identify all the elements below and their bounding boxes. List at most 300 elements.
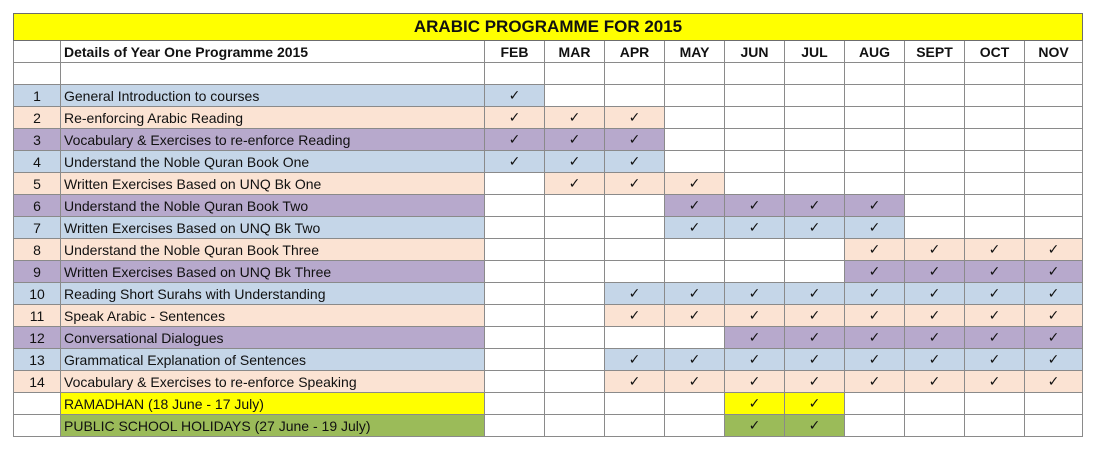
check-icon: ✓ xyxy=(628,307,641,323)
empty-cell[interactable] xyxy=(785,261,845,283)
check-icon: ✓ xyxy=(1047,373,1060,389)
check-icon: ✓ xyxy=(868,197,881,213)
check-icon: ✓ xyxy=(928,307,941,323)
empty-cell[interactable] xyxy=(545,239,605,261)
check-cell-aug[interactable] xyxy=(845,283,905,305)
check-icon: ✓ xyxy=(808,307,821,323)
blank-cell[interactable] xyxy=(14,63,61,85)
check-cell-jul[interactable] xyxy=(785,349,845,371)
check-icon: ✓ xyxy=(808,417,821,433)
check-icon: ✓ xyxy=(1047,241,1060,257)
row-label[interactable]: Understand the Noble Quran Book One xyxy=(61,151,485,173)
row-number[interactable]: 8 xyxy=(14,239,61,261)
blank-cell[interactable] xyxy=(905,63,965,85)
check-cell-apr[interactable] xyxy=(605,129,665,151)
check-cell-may[interactable] xyxy=(665,349,725,371)
empty-cell[interactable] xyxy=(965,107,1025,129)
blank-cell[interactable] xyxy=(61,63,485,85)
empty-cell[interactable] xyxy=(1025,195,1083,217)
check-cell-nov[interactable] xyxy=(1025,371,1083,393)
month-header-mar[interactable]: MAR xyxy=(545,41,605,63)
empty-cell[interactable] xyxy=(965,151,1025,173)
check-icon: ✓ xyxy=(628,153,641,169)
blank-cell[interactable] xyxy=(785,63,845,85)
check-cell-apr[interactable] xyxy=(605,107,665,129)
empty-cell[interactable] xyxy=(785,239,845,261)
empty-cell[interactable] xyxy=(665,393,725,415)
check-cell-may[interactable] xyxy=(665,217,725,239)
empty-cell[interactable] xyxy=(545,217,605,239)
check-cell-aug[interactable] xyxy=(845,261,905,283)
check-cell-jun[interactable] xyxy=(725,415,785,437)
check-icon: ✓ xyxy=(808,395,821,411)
empty-cell[interactable] xyxy=(965,415,1025,437)
blank-cell[interactable] xyxy=(665,63,725,85)
check-icon: ✓ xyxy=(928,329,941,345)
blank-cell[interactable] xyxy=(1025,63,1083,85)
empty-cell[interactable] xyxy=(845,415,905,437)
check-cell-jul[interactable] xyxy=(785,327,845,349)
check-cell-mar[interactable] xyxy=(545,173,605,195)
row-label[interactable]: Written Exercises Based on UNQ Bk Three xyxy=(61,261,485,283)
empty-cell[interactable] xyxy=(845,85,905,107)
check-cell-jun[interactable] xyxy=(725,349,785,371)
check-cell-may[interactable] xyxy=(665,173,725,195)
empty-cell[interactable] xyxy=(1025,107,1083,129)
empty-cell[interactable] xyxy=(665,107,725,129)
check-cell-apr[interactable] xyxy=(605,283,665,305)
empty-cell[interactable] xyxy=(485,349,545,371)
check-cell-jun[interactable] xyxy=(725,393,785,415)
empty-cell[interactable] xyxy=(845,173,905,195)
row-number[interactable]: 13 xyxy=(14,349,61,371)
empty-cell[interactable] xyxy=(1025,415,1083,437)
check-cell-apr[interactable] xyxy=(605,151,665,173)
check-icon: ✓ xyxy=(868,285,881,301)
empty-cell[interactable] xyxy=(965,195,1025,217)
check-icon: ✓ xyxy=(928,241,941,257)
empty-cell[interactable] xyxy=(965,173,1025,195)
table-row xyxy=(14,85,1083,107)
check-cell-jul[interactable] xyxy=(785,371,845,393)
check-cell-jul[interactable] xyxy=(785,415,845,437)
check-icon: ✓ xyxy=(748,219,761,235)
row-number[interactable]: 9 xyxy=(14,261,61,283)
empty-cell[interactable] xyxy=(785,173,845,195)
blank-row xyxy=(14,63,1083,85)
empty-cell[interactable] xyxy=(545,85,605,107)
check-icon: ✓ xyxy=(988,307,1001,323)
row-number[interactable]: 4 xyxy=(14,151,61,173)
empty-cell[interactable] xyxy=(845,107,905,129)
empty-cell[interactable] xyxy=(905,151,965,173)
month-header-oct[interactable]: OCT xyxy=(965,41,1025,63)
table-row xyxy=(14,283,1083,305)
empty-cell[interactable] xyxy=(605,261,665,283)
check-cell-jun[interactable] xyxy=(725,283,785,305)
table-row xyxy=(14,239,1083,261)
empty-cell[interactable] xyxy=(965,85,1025,107)
empty-cell[interactable] xyxy=(485,283,545,305)
check-icon: ✓ xyxy=(748,197,761,213)
check-cell-mar[interactable] xyxy=(545,129,605,151)
empty-cell[interactable] xyxy=(845,129,905,151)
row-number[interactable]: 2 xyxy=(14,107,61,129)
row-label[interactable]: Vocabulary & Exercises to re-enforce Speaking xyxy=(61,371,485,393)
blank-cell[interactable] xyxy=(545,63,605,85)
header-num-cell[interactable] xyxy=(14,41,61,63)
month-header-nov[interactable]: NOV xyxy=(1025,41,1083,63)
check-icon: ✓ xyxy=(808,329,821,345)
check-icon: ✓ xyxy=(988,351,1001,367)
check-icon: ✓ xyxy=(988,329,1001,345)
empty-cell[interactable] xyxy=(905,107,965,129)
month-header-apr[interactable]: APR xyxy=(605,41,665,63)
check-icon: ✓ xyxy=(988,241,1001,257)
check-icon: ✓ xyxy=(748,351,761,367)
empty-cell[interactable] xyxy=(725,261,785,283)
check-icon: ✓ xyxy=(988,285,1001,301)
check-icon: ✓ xyxy=(868,329,881,345)
empty-cell[interactable] xyxy=(485,195,545,217)
empty-cell[interactable] xyxy=(1025,85,1083,107)
check-cell-jul[interactable] xyxy=(785,195,845,217)
check-icon: ✓ xyxy=(748,329,761,345)
month-header-jun[interactable]: JUN xyxy=(725,41,785,63)
empty-cell[interactable] xyxy=(665,85,725,107)
row-number[interactable] xyxy=(14,393,61,415)
month-header-jul[interactable]: JUL xyxy=(785,41,845,63)
empty-cell[interactable] xyxy=(785,85,845,107)
check-cell-nov[interactable] xyxy=(1025,261,1083,283)
check-icon: ✓ xyxy=(868,241,881,257)
empty-cell[interactable] xyxy=(485,239,545,261)
check-icon: ✓ xyxy=(748,417,761,433)
check-cell-feb[interactable] xyxy=(485,85,545,107)
empty-cell[interactable] xyxy=(485,261,545,283)
check-cell-oct[interactable] xyxy=(965,327,1025,349)
empty-cell[interactable] xyxy=(545,261,605,283)
check-icon: ✓ xyxy=(748,307,761,323)
row-label[interactable]: Speak Arabic - Sentences xyxy=(61,305,485,327)
row-number[interactable]: 12 xyxy=(14,327,61,349)
row-number[interactable]: 1 xyxy=(14,85,61,107)
empty-cell[interactable] xyxy=(725,85,785,107)
check-cell-jun[interactable] xyxy=(725,327,785,349)
blank-cell[interactable] xyxy=(605,63,665,85)
blank-cell[interactable] xyxy=(725,63,785,85)
check-cell-jul[interactable] xyxy=(785,283,845,305)
check-cell-jun[interactable] xyxy=(725,217,785,239)
empty-cell[interactable] xyxy=(1025,151,1083,173)
check-cell-mar[interactable] xyxy=(545,151,605,173)
programme-table xyxy=(13,13,1083,437)
check-icon: ✓ xyxy=(628,373,641,389)
empty-cell[interactable] xyxy=(605,415,665,437)
check-icon: ✓ xyxy=(808,373,821,389)
row-number[interactable]: 3 xyxy=(14,129,61,151)
empty-cell[interactable] xyxy=(605,195,665,217)
check-cell-aug[interactable] xyxy=(845,305,905,327)
empty-cell[interactable] xyxy=(665,129,725,151)
empty-cell[interactable] xyxy=(605,327,665,349)
table-row xyxy=(14,393,1083,415)
empty-cell[interactable] xyxy=(725,173,785,195)
check-icon: ✓ xyxy=(928,285,941,301)
check-icon: ✓ xyxy=(748,285,761,301)
month-header-aug[interactable]: AUG xyxy=(845,41,905,63)
row-label[interactable]: Reading Short Surahs with Understanding xyxy=(61,283,485,305)
empty-cell[interactable] xyxy=(725,107,785,129)
check-icon: ✓ xyxy=(688,219,701,235)
check-cell-mar[interactable] xyxy=(545,107,605,129)
check-cell-sept[interactable] xyxy=(905,371,965,393)
check-cell-oct[interactable] xyxy=(965,239,1025,261)
check-cell-sept[interactable] xyxy=(905,261,965,283)
check-icon: ✓ xyxy=(1047,351,1060,367)
empty-cell[interactable] xyxy=(845,393,905,415)
empty-cell[interactable] xyxy=(485,327,545,349)
check-cell-jul[interactable] xyxy=(785,217,845,239)
check-icon: ✓ xyxy=(688,285,701,301)
check-cell-aug[interactable] xyxy=(845,217,905,239)
empty-cell[interactable] xyxy=(605,393,665,415)
check-cell-apr[interactable] xyxy=(605,371,665,393)
row-label[interactable]: Understand the Noble Quran Book Three xyxy=(61,239,485,261)
row-label[interactable]: Understand the Noble Quran Book Two xyxy=(61,195,485,217)
empty-cell[interactable] xyxy=(785,129,845,151)
row-number[interactable]: 6 xyxy=(14,195,61,217)
check-cell-sept[interactable] xyxy=(905,239,965,261)
table-row xyxy=(14,415,1083,437)
check-cell-jul[interactable] xyxy=(785,393,845,415)
check-icon: ✓ xyxy=(568,109,581,125)
row-label[interactable]: General Introduction to courses xyxy=(61,85,485,107)
table-row xyxy=(14,371,1083,393)
empty-cell[interactable] xyxy=(1025,393,1083,415)
details-header[interactable]: Details of Year One Programme 2015 xyxy=(61,41,485,63)
check-cell-nov[interactable] xyxy=(1025,349,1083,371)
empty-cell[interactable] xyxy=(905,195,965,217)
row-label[interactable]: Grammatical Explanation of Sentences xyxy=(61,349,485,371)
check-cell-may[interactable] xyxy=(665,305,725,327)
title-row xyxy=(14,14,1083,41)
month-header-feb[interactable]: FEB xyxy=(485,41,545,63)
row-label[interactable]: Conversational Dialogues xyxy=(61,327,485,349)
check-cell-may[interactable] xyxy=(665,195,725,217)
page-title[interactable]: ARABIC PROGRAMME FOR 2015 xyxy=(14,14,1083,41)
check-cell-jun[interactable] xyxy=(725,371,785,393)
check-icon: ✓ xyxy=(628,175,641,191)
table-row xyxy=(14,129,1083,151)
row-number[interactable]: 14 xyxy=(14,371,61,393)
check-cell-sept[interactable] xyxy=(905,305,965,327)
check-icon: ✓ xyxy=(748,395,761,411)
check-icon: ✓ xyxy=(628,109,641,125)
check-cell-aug[interactable] xyxy=(845,239,905,261)
empty-cell[interactable] xyxy=(665,415,725,437)
table-row xyxy=(14,173,1083,195)
empty-cell[interactable] xyxy=(545,305,605,327)
check-icon: ✓ xyxy=(688,175,701,191)
empty-cell[interactable] xyxy=(485,415,545,437)
empty-cell[interactable] xyxy=(1025,173,1083,195)
check-cell-apr[interactable] xyxy=(605,305,665,327)
check-cell-jun[interactable] xyxy=(725,305,785,327)
check-cell-aug[interactable] xyxy=(845,327,905,349)
table-row xyxy=(14,151,1083,173)
check-icon: ✓ xyxy=(568,175,581,191)
check-cell-nov[interactable] xyxy=(1025,327,1083,349)
empty-cell[interactable] xyxy=(605,239,665,261)
check-icon: ✓ xyxy=(628,131,641,147)
empty-cell[interactable] xyxy=(1025,129,1083,151)
table-row xyxy=(14,327,1083,349)
check-icon: ✓ xyxy=(868,263,881,279)
empty-cell[interactable] xyxy=(965,217,1025,239)
empty-cell[interactable] xyxy=(905,393,965,415)
empty-cell[interactable] xyxy=(905,173,965,195)
empty-cell[interactable] xyxy=(725,129,785,151)
empty-cell[interactable] xyxy=(905,217,965,239)
check-icon: ✓ xyxy=(688,197,701,213)
empty-cell[interactable] xyxy=(485,173,545,195)
check-icon: ✓ xyxy=(868,351,881,367)
check-icon: ✓ xyxy=(808,351,821,367)
empty-cell[interactable] xyxy=(965,129,1025,151)
check-cell-feb[interactable] xyxy=(485,129,545,151)
check-cell-nov[interactable] xyxy=(1025,283,1083,305)
check-icon: ✓ xyxy=(688,307,701,323)
table-row xyxy=(14,305,1083,327)
row-number[interactable]: 10 xyxy=(14,283,61,305)
empty-cell[interactable] xyxy=(905,129,965,151)
check-cell-may[interactable] xyxy=(665,371,725,393)
check-icon: ✓ xyxy=(1047,307,1060,323)
check-cell-apr[interactable] xyxy=(605,173,665,195)
check-cell-apr[interactable] xyxy=(605,349,665,371)
check-icon: ✓ xyxy=(688,373,701,389)
empty-cell[interactable] xyxy=(725,239,785,261)
row-number[interactable]: 11 xyxy=(14,305,61,327)
check-cell-aug[interactable] xyxy=(845,371,905,393)
check-icon: ✓ xyxy=(508,153,521,169)
check-icon: ✓ xyxy=(808,197,821,213)
check-cell-oct[interactable] xyxy=(965,283,1025,305)
row-label[interactable]: Written Exercises Based on UNQ Bk One xyxy=(61,173,485,195)
check-icon: ✓ xyxy=(868,219,881,235)
check-cell-feb[interactable] xyxy=(485,151,545,173)
check-cell-aug[interactable] xyxy=(845,349,905,371)
check-icon: ✓ xyxy=(988,263,1001,279)
check-cell-nov[interactable] xyxy=(1025,239,1083,261)
empty-cell[interactable] xyxy=(545,393,605,415)
check-icon: ✓ xyxy=(808,285,821,301)
empty-cell[interactable] xyxy=(1025,217,1083,239)
empty-cell[interactable] xyxy=(665,261,725,283)
check-cell-oct[interactable] xyxy=(965,349,1025,371)
empty-cell[interactable] xyxy=(845,151,905,173)
check-icon: ✓ xyxy=(568,153,581,169)
empty-cell[interactable] xyxy=(605,217,665,239)
row-label[interactable]: Re-enforcing Arabic Reading xyxy=(61,107,485,129)
row-label[interactable]: PUBLIC SCHOOL HOLIDAYS (27 June - 19 July) xyxy=(61,415,485,437)
check-icon: ✓ xyxy=(1047,263,1060,279)
month-header-sept[interactable]: SEPT xyxy=(905,41,965,63)
check-cell-oct[interactable] xyxy=(965,261,1025,283)
check-cell-oct[interactable] xyxy=(965,371,1025,393)
check-icon: ✓ xyxy=(748,373,761,389)
check-cell-may[interactable] xyxy=(665,283,725,305)
check-cell-aug[interactable] xyxy=(845,195,905,217)
empty-cell[interactable] xyxy=(665,327,725,349)
table-row xyxy=(14,261,1083,283)
check-cell-jun[interactable] xyxy=(725,195,785,217)
empty-cell[interactable] xyxy=(905,85,965,107)
check-icon: ✓ xyxy=(1047,285,1060,301)
check-cell-jul[interactable] xyxy=(785,305,845,327)
month-header-may[interactable]: MAY xyxy=(665,41,725,63)
empty-cell[interactable] xyxy=(545,349,605,371)
blank-cell[interactable] xyxy=(485,63,545,85)
check-icon: ✓ xyxy=(868,307,881,323)
empty-cell[interactable] xyxy=(725,151,785,173)
blank-cell[interactable] xyxy=(845,63,905,85)
empty-cell[interactable] xyxy=(545,415,605,437)
row-label[interactable]: RAMADHAN (18 June - 17 July) xyxy=(61,393,485,415)
empty-cell[interactable] xyxy=(665,151,725,173)
check-icon: ✓ xyxy=(928,351,941,367)
check-cell-nov[interactable] xyxy=(1025,305,1083,327)
row-label[interactable]: Vocabulary & Exercises to re-enforce Reading xyxy=(61,129,485,151)
table-row xyxy=(14,195,1083,217)
empty-cell[interactable] xyxy=(485,393,545,415)
check-cell-oct[interactable] xyxy=(965,305,1025,327)
row-label[interactable]: Written Exercises Based on UNQ Bk Two xyxy=(61,217,485,239)
empty-cell[interactable] xyxy=(485,371,545,393)
empty-cell[interactable] xyxy=(485,305,545,327)
empty-cell[interactable] xyxy=(605,85,665,107)
check-cell-sept[interactable] xyxy=(905,283,965,305)
empty-cell[interactable] xyxy=(545,327,605,349)
table-row xyxy=(14,107,1083,129)
check-cell-sept[interactable] xyxy=(905,349,965,371)
row-number[interactable]: 7 xyxy=(14,217,61,239)
empty-cell[interactable] xyxy=(785,151,845,173)
check-cell-sept[interactable] xyxy=(905,327,965,349)
table-row xyxy=(14,217,1083,239)
empty-cell[interactable] xyxy=(785,107,845,129)
blank-cell[interactable] xyxy=(965,63,1025,85)
row-number[interactable]: 5 xyxy=(14,173,61,195)
empty-cell[interactable] xyxy=(665,239,725,261)
check-icon: ✓ xyxy=(988,373,1001,389)
empty-cell[interactable] xyxy=(965,393,1025,415)
check-cell-feb[interactable] xyxy=(485,107,545,129)
check-icon: ✓ xyxy=(688,351,701,367)
row-number[interactable] xyxy=(14,415,61,437)
check-icon: ✓ xyxy=(508,87,521,103)
empty-cell[interactable] xyxy=(485,217,545,239)
check-icon: ✓ xyxy=(928,263,941,279)
empty-cell[interactable] xyxy=(545,371,605,393)
check-icon: ✓ xyxy=(808,219,821,235)
empty-cell[interactable] xyxy=(545,283,605,305)
check-icon: ✓ xyxy=(1047,329,1060,345)
empty-cell[interactable] xyxy=(545,195,605,217)
empty-cell[interactable] xyxy=(905,415,965,437)
check-icon: ✓ xyxy=(928,373,941,389)
